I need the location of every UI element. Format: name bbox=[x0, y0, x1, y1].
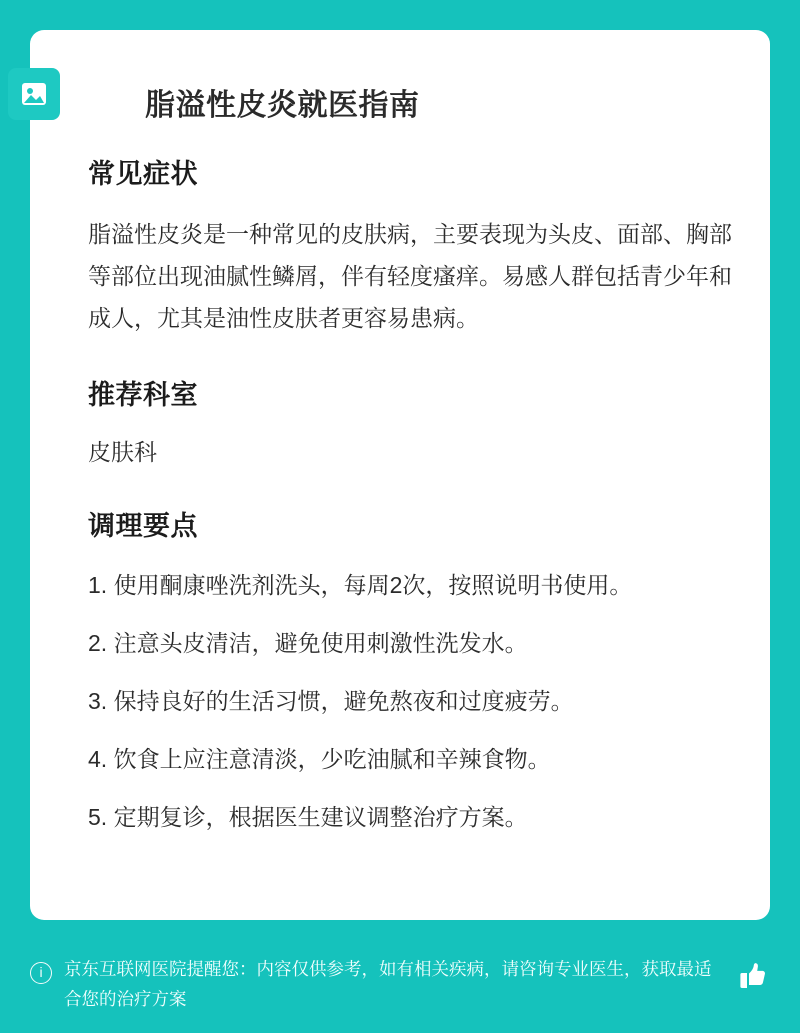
section-text-department: 皮肤科 bbox=[88, 439, 157, 465]
guide-content bbox=[88, 152, 740, 855]
page-title: 脂溢性皮炎就医指南 bbox=[145, 89, 420, 122]
section-heading-department: 推荐科室 bbox=[88, 380, 198, 410]
info-icon: i bbox=[30, 962, 52, 984]
footer bbox=[30, 940, 770, 1014]
disclaimer-text: 京东互联网医院提醒您：内容仅供参考，如有相关疾病，请咨询专业医生，获取最适合您的治疗方案 bbox=[64, 959, 712, 1009]
section-heading-symptoms: 常见症状 bbox=[88, 159, 198, 189]
section-heading-care-tips: 调理要点 bbox=[88, 511, 198, 541]
section-text-symptoms: 脂溢性皮炎是一种常见的皮肤病，主要表现为头皮、面部、胸部等部位出现油腻性鳞屑，伴有轻度瘙痒。易感人群包括青少年和成人，尤其是油性皮肤者更容易患病。 bbox=[88, 221, 732, 331]
document-image-icon bbox=[8, 68, 60, 120]
care-tips-list bbox=[88, 565, 740, 837]
card-header bbox=[30, 30, 770, 122]
list-item: 2. 注意头皮清洁，避免使用刺激性洗发水。 bbox=[88, 630, 528, 656]
list-item: 5. 定期复诊，根据医生建议调整治疗方案。 bbox=[88, 804, 528, 830]
guide-card bbox=[30, 30, 770, 920]
list-item: 1. 使用酮康唑洗剂洗头，每周2次，按照说明书使用。 bbox=[88, 572, 633, 598]
thumbs-up-icon[interactable] bbox=[732, 956, 770, 999]
list-item: 4. 饮食上应注意清淡，少吃油腻和辛辣食物。 bbox=[88, 746, 551, 772]
list-item: 3. 保持良好的生活习惯，避免熬夜和过度疲劳。 bbox=[88, 688, 574, 714]
